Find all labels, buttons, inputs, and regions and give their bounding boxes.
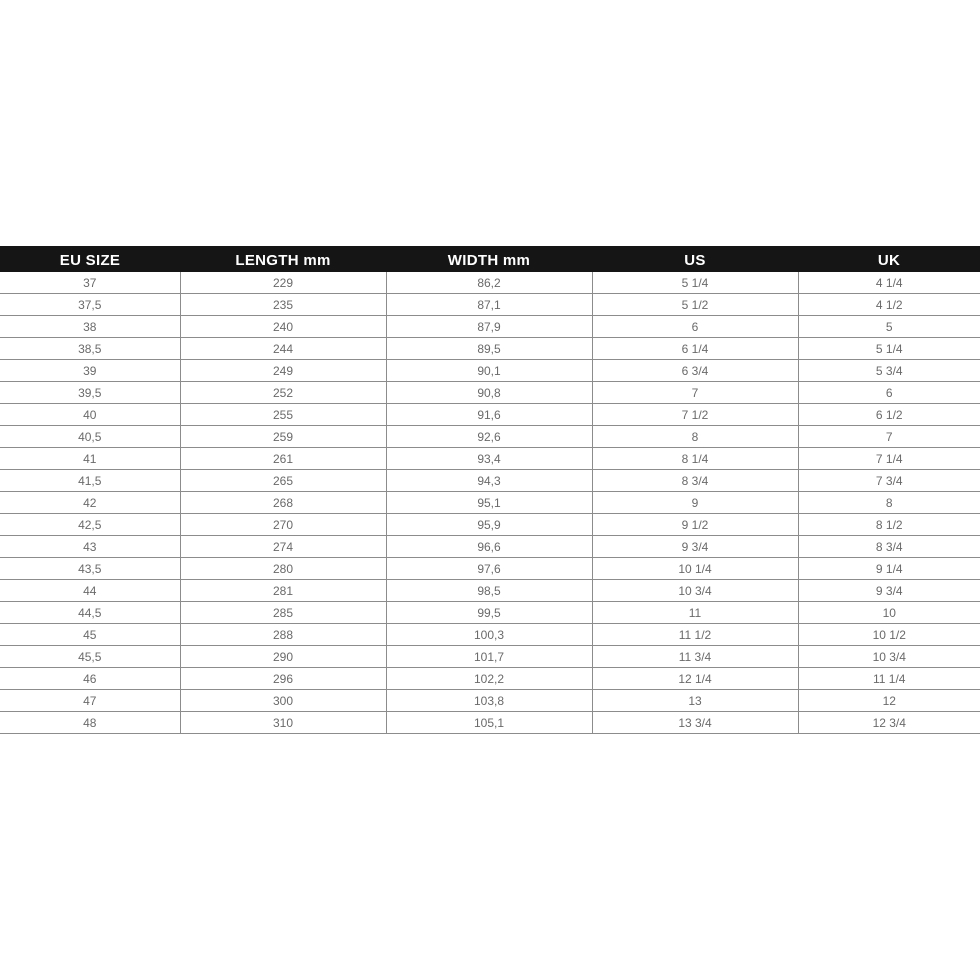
table-row — [0, 536, 980, 558]
cell-eu-size: 43,5 — [0, 558, 180, 580]
cell-us: 8 1/4 — [592, 448, 798, 470]
size-chart-table — [0, 246, 980, 734]
table-row — [0, 338, 980, 360]
cell-eu-size: 48 — [0, 712, 180, 734]
cell-width: 87,9 — [386, 316, 592, 338]
cell-uk: 12 — [798, 690, 980, 712]
cell-eu-size: 37,5 — [0, 294, 180, 316]
table-row — [0, 624, 980, 646]
cell-length: 270 — [180, 514, 386, 536]
cell-us: 7 1/2 — [592, 404, 798, 426]
cell-width: 93,4 — [386, 448, 592, 470]
cell-uk: 7 3/4 — [798, 470, 980, 492]
cell-length: 280 — [180, 558, 386, 580]
cell-eu-size: 38,5 — [0, 338, 180, 360]
cell-width: 103,8 — [386, 690, 592, 712]
cell-eu-size: 47 — [0, 690, 180, 712]
table-row — [0, 580, 980, 602]
cell-uk: 6 — [798, 382, 980, 404]
cell-us: 12 1/4 — [592, 668, 798, 690]
cell-us: 9 — [592, 492, 798, 514]
cell-us: 11 1/2 — [592, 624, 798, 646]
cell-uk: 5 1/4 — [798, 338, 980, 360]
table-row — [0, 294, 980, 316]
cell-width: 90,1 — [386, 360, 592, 382]
cell-eu-size: 40 — [0, 404, 180, 426]
cell-width: 92,6 — [386, 426, 592, 448]
cell-length: 261 — [180, 448, 386, 470]
cell-length: 290 — [180, 646, 386, 668]
header-uk-label: UK — [877, 251, 901, 269]
header-width-label: WIDTH mm — [447, 251, 531, 269]
cell-us: 11 — [592, 602, 798, 624]
table-row — [0, 448, 980, 470]
cell-length: 252 — [180, 382, 386, 404]
header-uk — [798, 246, 980, 272]
cell-uk: 10 1/2 — [798, 624, 980, 646]
cell-length: 235 — [180, 294, 386, 316]
cell-uk: 10 — [798, 602, 980, 624]
cell-width: 98,5 — [386, 580, 592, 602]
cell-length: 244 — [180, 338, 386, 360]
cell-uk: 9 3/4 — [798, 580, 980, 602]
cell-width: 102,2 — [386, 668, 592, 690]
cell-uk: 8 3/4 — [798, 536, 980, 558]
cell-width: 101,7 — [386, 646, 592, 668]
cell-length: 229 — [180, 272, 386, 294]
header-us — [592, 246, 798, 272]
cell-width: 99,5 — [386, 602, 592, 624]
table-row — [0, 690, 980, 712]
cell-length: 249 — [180, 360, 386, 382]
header-length — [180, 246, 386, 272]
table-row — [0, 668, 980, 690]
cell-width: 94,3 — [386, 470, 592, 492]
cell-uk: 7 — [798, 426, 980, 448]
table-row — [0, 382, 980, 404]
cell-eu-size: 44 — [0, 580, 180, 602]
cell-us: 6 — [592, 316, 798, 338]
cell-eu-size: 43 — [0, 536, 180, 558]
cell-uk: 5 — [798, 316, 980, 338]
cell-width: 105,1 — [386, 712, 592, 734]
cell-uk: 5 3/4 — [798, 360, 980, 382]
cell-eu-size: 45,5 — [0, 646, 180, 668]
cell-us: 13 — [592, 690, 798, 712]
cell-us: 10 3/4 — [592, 580, 798, 602]
cell-width: 91,6 — [386, 404, 592, 426]
cell-uk: 4 1/4 — [798, 272, 980, 294]
header-row — [0, 246, 980, 272]
cell-us: 6 1/4 — [592, 338, 798, 360]
cell-length: 300 — [180, 690, 386, 712]
cell-uk: 8 1/2 — [798, 514, 980, 536]
cell-uk: 10 3/4 — [798, 646, 980, 668]
cell-length: 240 — [180, 316, 386, 338]
cell-width: 100,3 — [386, 624, 592, 646]
cell-us: 9 1/2 — [592, 514, 798, 536]
cell-eu-size: 44,5 — [0, 602, 180, 624]
cell-eu-size: 45 — [0, 624, 180, 646]
cell-width: 87,1 — [386, 294, 592, 316]
header-eu-size-label: EU SIZE — [59, 251, 121, 269]
cell-width: 86,2 — [386, 272, 592, 294]
table-row — [0, 602, 980, 624]
cell-uk: 12 3/4 — [798, 712, 980, 734]
cell-width: 89,5 — [386, 338, 592, 360]
cell-eu-size: 42 — [0, 492, 180, 514]
cell-us: 5 1/4 — [592, 272, 798, 294]
cell-length: 259 — [180, 426, 386, 448]
header-length-label: LENGTH mm — [235, 251, 331, 269]
cell-uk: 4 1/2 — [798, 294, 980, 316]
cell-length: 274 — [180, 536, 386, 558]
header-us-label: US — [684, 251, 706, 269]
table-row — [0, 426, 980, 448]
cell-uk: 7 1/4 — [798, 448, 980, 470]
table-row — [0, 514, 980, 536]
cell-us: 5 1/2 — [592, 294, 798, 316]
cell-us: 13 3/4 — [592, 712, 798, 734]
cell-length: 281 — [180, 580, 386, 602]
cell-us: 7 — [592, 382, 798, 404]
table-body — [0, 272, 980, 734]
cell-eu-size: 38 — [0, 316, 180, 338]
cell-eu-size: 41 — [0, 448, 180, 470]
cell-uk: 9 1/4 — [798, 558, 980, 580]
cell-length: 310 — [180, 712, 386, 734]
cell-width: 95,9 — [386, 514, 592, 536]
cell-eu-size: 40,5 — [0, 426, 180, 448]
cell-us: 8 — [592, 426, 798, 448]
cell-us: 6 3/4 — [592, 360, 798, 382]
cell-uk: 8 — [798, 492, 980, 514]
cell-width: 95,1 — [386, 492, 592, 514]
cell-length: 265 — [180, 470, 386, 492]
header-width — [386, 246, 592, 272]
cell-us: 11 3/4 — [592, 646, 798, 668]
table-row — [0, 360, 980, 382]
cell-eu-size: 39,5 — [0, 382, 180, 404]
cell-width: 97,6 — [386, 558, 592, 580]
cell-width: 90,8 — [386, 382, 592, 404]
cell-length: 288 — [180, 624, 386, 646]
table-row — [0, 558, 980, 580]
table-row — [0, 316, 980, 338]
cell-eu-size: 46 — [0, 668, 180, 690]
cell-length: 255 — [180, 404, 386, 426]
cell-length: 268 — [180, 492, 386, 514]
cell-eu-size: 41,5 — [0, 470, 180, 492]
table-row — [0, 272, 980, 294]
cell-eu-size: 42,5 — [0, 514, 180, 536]
cell-uk: 11 1/4 — [798, 668, 980, 690]
cell-us: 8 3/4 — [592, 470, 798, 492]
table-row — [0, 646, 980, 668]
cell-uk: 6 1/2 — [798, 404, 980, 426]
cell-length: 296 — [180, 668, 386, 690]
table-row — [0, 712, 980, 734]
cell-eu-size: 37 — [0, 272, 180, 294]
table-row — [0, 404, 980, 426]
cell-us: 9 3/4 — [592, 536, 798, 558]
cell-length: 285 — [180, 602, 386, 624]
cell-width: 96,6 — [386, 536, 592, 558]
table-row — [0, 492, 980, 514]
header-eu-size — [0, 246, 180, 272]
cell-eu-size: 39 — [0, 360, 180, 382]
cell-us: 10 1/4 — [592, 558, 798, 580]
table-row — [0, 470, 980, 492]
table-header — [0, 246, 980, 272]
